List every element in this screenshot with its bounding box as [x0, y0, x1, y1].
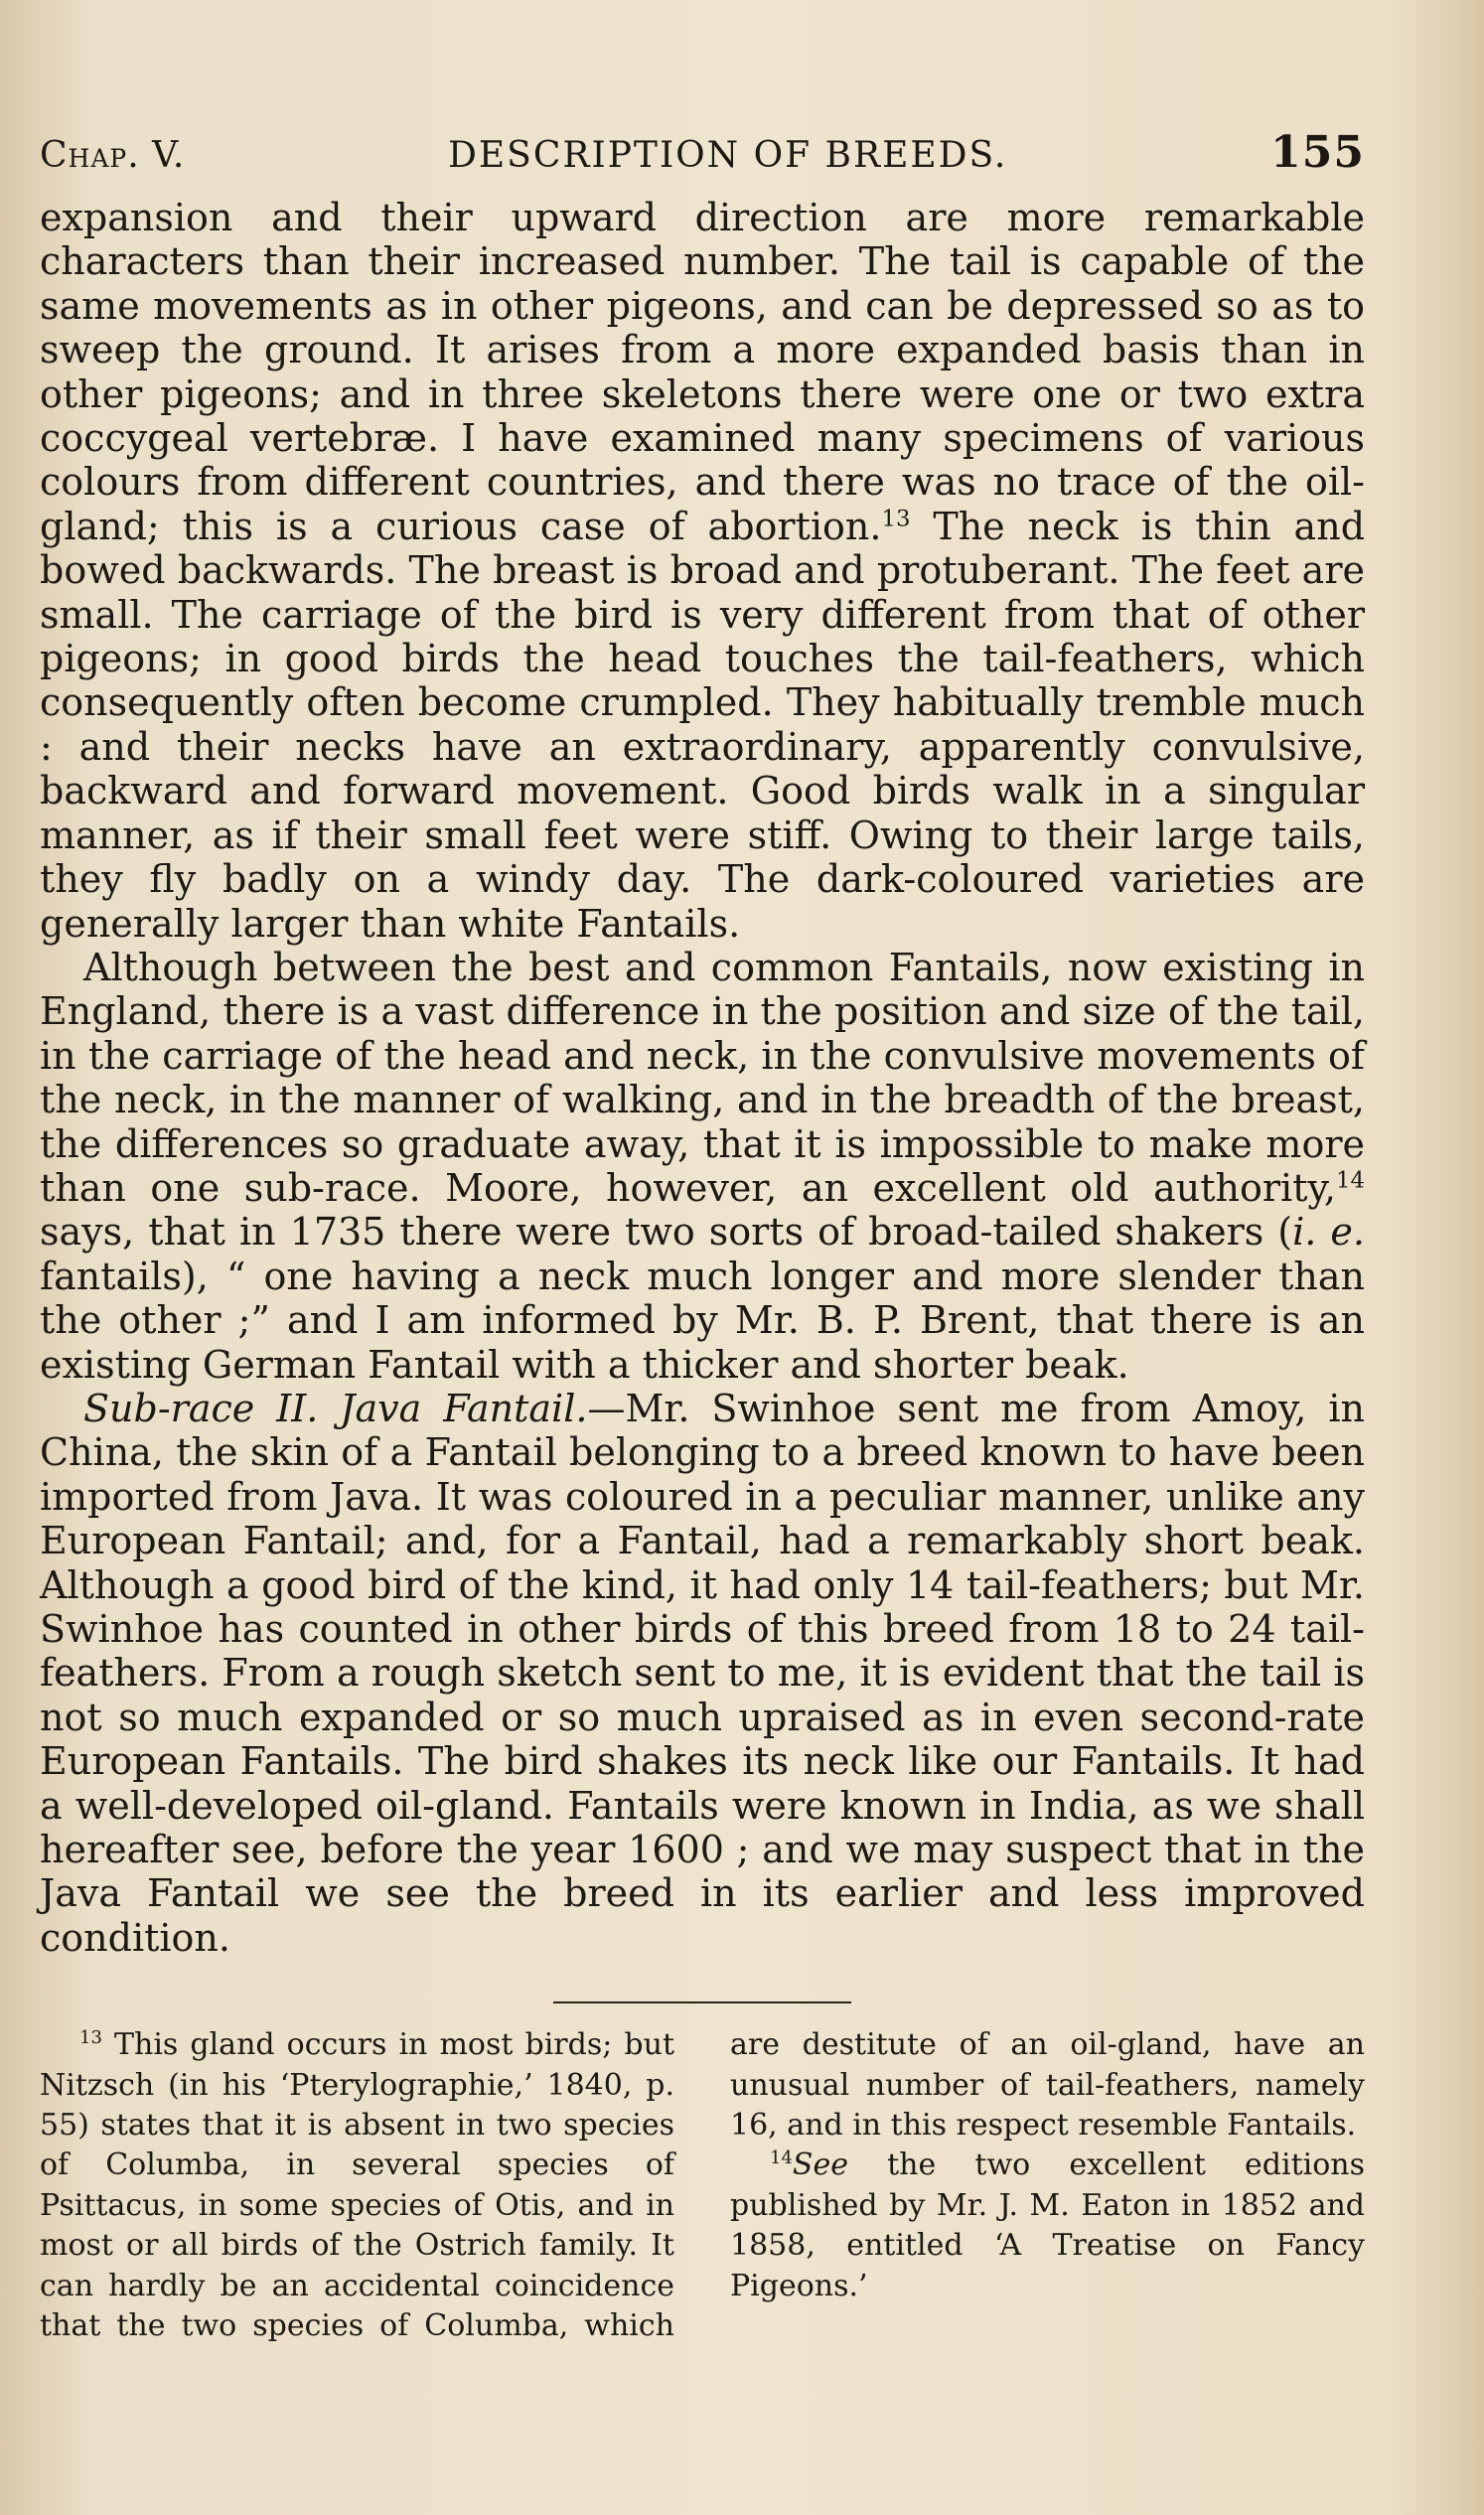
paragraph-1-text-a: expansion and their upward direction are more remarkable characters than their increased number. The tail is capable of the same movements as in other pigeons, and can be depressed so as to sweep the ground. It arises from a more expanded basis than in other pigeons; and in three skeletons there were one or two extra coccygeal vertebræ. I have examined many specimens of various colours from different countries, and there was no trace of the oil-gland; this is a curious case of abortion.: [40, 196, 1365, 548]
paragraph-2: [40, 946, 1365, 1387]
footnote-13-marker: 13: [79, 2027, 102, 2049]
footnote-column: [40, 2025, 1365, 2346]
page-number: 155: [1270, 127, 1365, 178]
footnote-14-see: See: [792, 2147, 848, 2183]
paragraph-2-text-c: fantails), “ one having a neck much longer and more slender than the other ;” and I am informed by Mr. B. P. Brent, that there is an existing German Fantail with a thicker and shorter beak.: [40, 1254, 1365, 1387]
footnote-13-text: This gland occurs in most birds; but Nitzsch (in his ‘Pterylographie,’ 1840, p. 55) states that it is absent in two species of Columba, in several species of Psittacus, in some species of Otis, and in most or all birds of the Ostrich family. It can hardly be an accidental coincidence that the two species of Columba, which are destitute of an oil-gland, have an unusual number of tail-feathers, namely 16, and in this respect resemble Fantails.: [40, 2027, 1365, 2344]
footnote-14-text: the two excellent editions published by Mr. J. M. Eaton in 1852 and 1858, entitled ‘A Treatise on Fancy Pigeons.’: [730, 2147, 1365, 2303]
chapter-label: Chap. V.: [40, 135, 186, 176]
page-title: DESCRIPTION OF BREEDS.: [448, 135, 1008, 176]
footnote-ref-14: 14: [1335, 1167, 1365, 1194]
footnote-14: [730, 2145, 1365, 2306]
footnote-14-marker: 14: [770, 2147, 793, 2169]
body-text: [40, 196, 1365, 1960]
paragraph-2-text-a: Although between the best and common Fantails, now existing in England, there is a vast difference in the position and size of the tail, in the carriage of the head and neck, in the convulsive movements of the neck, in the manner of walking, and in the breadth of the breast, the differences so graduate away, that it is impossible to make more than one sub-race. Moore, however, an excellent old authority,: [40, 945, 1365, 1210]
paragraph-3-text: —Mr. Swinhoe sent me from Amoy, in China, the skin of a Fantail belonging to a breed known to have been imported from Java. It was coloured in a peculiar manner, unlike any European Fantail; and, for a Fantail, had a remarkably short beak. Although a good bird of the kind, it had only 14 tail-feathers; but Mr. Swinhoe has counted in other birds of this breed from 18 to 24 tail-feathers. From a rough sketch sent to me, it is evident that the tail is not so much expanded or so much upraised as in even second-rate European Fantails. The bird shakes its neck like our Fantails. It had a well-developed oil-gland. Fantails were known in India, as we shall hereafter see, before the year 1600 ; and we may suspect that in the Java Fantail we see the breed in its earlier and less improved condition.: [40, 1386, 1366, 1960]
footnotes: [40, 2025, 1365, 2346]
footnote-ref-13: 13: [881, 506, 911, 532]
paragraph-3: [40, 1387, 1365, 1960]
paragraph-1: [40, 196, 1365, 946]
paragraph-2-text-b: says, that in 1735 there were two sorts of broad-tailed shakers (: [40, 1210, 1293, 1255]
sub-race-heading: Sub-race II. Java Fantail.: [83, 1386, 588, 1430]
running-head: [40, 127, 1365, 178]
paragraph-1-text-b: The neck is thin and bowed backwards. The breast is broad and protuberant. The feet are small. The carriage of the bird is very different from that of other pigeons; in good birds the head touches the tail-feathers, which consequently often become crumpled. They habitually tremble much : and their necks have an extraordinary, apparently convulsive, backward and forward movement. Good birds walk in a singular manner, as if their small feet were stiff. Owing to their large tails, they fly badly on a windy day. The dark-coloured varieties are generally larger than white Fantails.: [40, 504, 1366, 946]
paragraph-2-ie: i. e.: [1292, 1210, 1365, 1255]
footnote-divider: [553, 2001, 851, 2003]
